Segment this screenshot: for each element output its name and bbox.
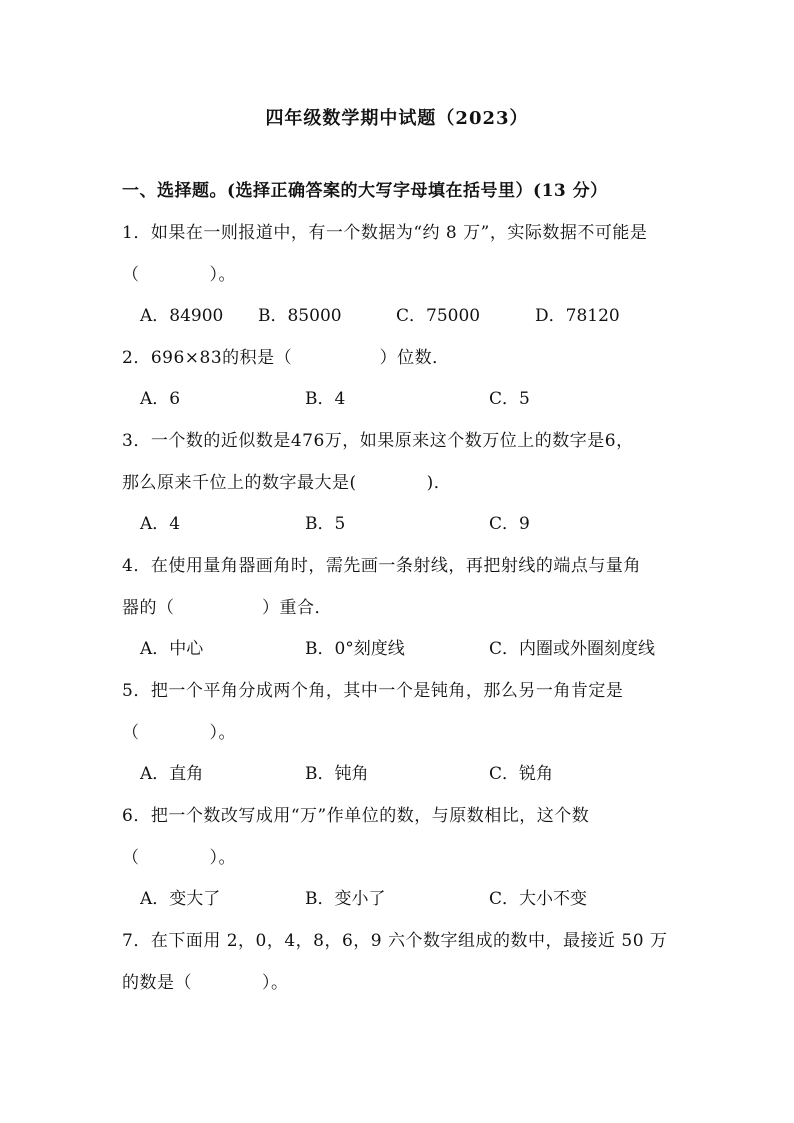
question-5-line-2: （ ）。 — [122, 723, 236, 743]
question-6-line-1: 6．把一个数改写成用“万”作单位的数，与原数相比，这个数 — [122, 806, 590, 826]
option-b: B．5 — [305, 514, 346, 534]
option-b: B．85000 — [258, 306, 342, 326]
option-b: B．4 — [305, 389, 346, 409]
option-c: C．大小不变 — [489, 889, 588, 909]
option-a: A．中心 — [140, 639, 204, 659]
option-c: C．5 — [489, 389, 530, 409]
question-2-line-1: 2．696×83的积是（ ）位数． — [122, 348, 450, 368]
option-a: A．6 — [140, 389, 181, 409]
question-3-line-2: 那么原来千位上的数字最大是( )． — [122, 473, 452, 493]
option-c: C．75000 — [396, 306, 481, 326]
question-3-line-1: 3．一个数的近似数是476万，如果原来这个数万位上的数字是6， — [122, 431, 634, 451]
question-1-line-1: 1．如果在一则报道中，有一个数据为“约 8 万”，实际数据不可能是 — [122, 223, 648, 243]
page-title: 四年级数学期中试题（2023） — [265, 108, 529, 129]
option-d: D．78120 — [535, 306, 620, 326]
option-a: A．变大了 — [140, 889, 221, 909]
option-c: C．9 — [489, 514, 530, 534]
question-4-line-2: 器的（ ）重合． — [122, 598, 332, 618]
option-b: B．钝角 — [305, 764, 369, 784]
question-5-line-1: 5．把一个平角分成两个角，其中一个是钝角，那么另一角肯定是 — [122, 681, 624, 701]
option-c: C．锐角 — [489, 764, 554, 784]
section-heading: 一、选择题。(选择正确答案的大写字母填在括号里）(13 分） — [122, 181, 608, 201]
question-6-line-2: （ ）。 — [122, 848, 236, 868]
option-b: B．0°刻度线 — [305, 639, 405, 659]
question-7-line-1: 7．在下面用 2，0，4，8，6，9 六个数字组成的数中，最接近 50 万 — [122, 931, 668, 951]
option-a: A．84900 — [140, 306, 224, 326]
option-b: B．变小了 — [305, 889, 386, 909]
question-4-line-1: 4．在使用量角器画角时，需先画一条射线，再把射线的端点与量角 — [122, 556, 641, 576]
option-a: A．直角 — [140, 764, 204, 784]
option-a: A．4 — [140, 514, 181, 534]
option-c: C．内圈或外圈刻度线 — [489, 639, 656, 659]
question-7-line-2: 的数是（ ）。 — [122, 973, 289, 993]
question-1-line-2: （ ）。 — [122, 265, 236, 285]
